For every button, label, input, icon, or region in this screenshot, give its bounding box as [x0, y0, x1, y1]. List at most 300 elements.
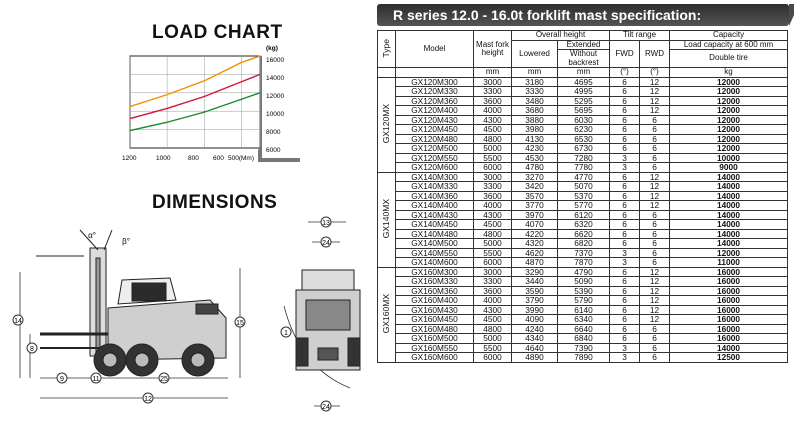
model-cell: GX120M500: [396, 144, 474, 154]
value-cell: 3990: [512, 305, 558, 315]
value-cell: 6: [640, 248, 670, 258]
value-cell: 3000: [474, 77, 512, 87]
callout-11: 11: [92, 376, 100, 383]
value-cell: 6: [610, 191, 640, 201]
table-row: [378, 134, 788, 144]
value-cell: 4770: [558, 172, 610, 182]
capacity-cell: 14000: [670, 239, 788, 249]
table-row: [378, 87, 788, 97]
value-cell: 6: [610, 220, 640, 230]
value-cell: 6230: [558, 125, 610, 135]
value-cell: 3180: [512, 77, 558, 87]
value-cell: 7370: [558, 248, 610, 258]
value-cell: 3: [610, 353, 640, 363]
model-cell: GX120M330: [396, 87, 474, 97]
model-cell: GX120M600: [396, 163, 474, 173]
model-cell: GX120M450: [396, 125, 474, 135]
value-cell: 6: [640, 125, 670, 135]
unit-cell: mm: [474, 68, 512, 78]
value-cell: 4800: [474, 324, 512, 334]
value-cell: 6: [610, 324, 640, 334]
table-row: [378, 286, 788, 296]
model-cell: GX140M550: [396, 248, 474, 258]
capacity-cell: 14000: [670, 220, 788, 230]
value-cell: 4090: [512, 315, 558, 325]
value-cell: 7390: [558, 343, 610, 353]
table-row: [378, 267, 788, 277]
capacity-cell: 12000: [670, 106, 788, 116]
rwd-header: RWD: [640, 40, 670, 68]
x-tick: 1200: [122, 155, 137, 162]
unit-cell: kg: [670, 68, 788, 78]
value-cell: 3790: [512, 296, 558, 306]
callout-8: 8: [30, 346, 34, 353]
table-row: [378, 315, 788, 325]
value-cell: 6340: [558, 315, 610, 325]
forklift-side-view: [36, 230, 226, 376]
value-cell: 7890: [558, 353, 610, 363]
x-tick-labels: [122, 155, 254, 162]
model-cell: GX140M600: [396, 258, 474, 268]
value-cell: 4530: [512, 153, 558, 163]
model-cell: GX140M300: [396, 172, 474, 182]
load-capacity-header: Load capacity at 600 mm: [670, 40, 788, 50]
capacity-cell: 11000: [670, 258, 788, 268]
table-row: [378, 153, 788, 163]
value-cell: 3570: [512, 191, 558, 201]
value-cell: 6: [610, 115, 640, 125]
double-tire-header: Double tire: [670, 50, 788, 68]
value-cell: 6: [640, 334, 670, 344]
value-cell: 6320: [558, 220, 610, 230]
value-cell: 6: [610, 210, 640, 220]
value-cell: 7870: [558, 258, 610, 268]
capacity-cell: 14000: [670, 201, 788, 211]
value-cell: 4220: [512, 229, 558, 239]
capacity-cell: 14000: [670, 210, 788, 220]
value-cell: 6: [610, 134, 640, 144]
spec-panel: [377, 4, 789, 363]
capacity-cell: 14000: [670, 191, 788, 201]
model-cell: GX140M400: [396, 201, 474, 211]
value-cell: 4500: [474, 315, 512, 325]
capacity-cell: 12000: [670, 248, 788, 258]
value-cell: 12: [640, 315, 670, 325]
value-cell: 6: [640, 343, 670, 353]
overall-height-header: Overall height: [512, 31, 610, 41]
model-cell: GX120M300: [396, 77, 474, 87]
capacity-cell: 12000: [670, 77, 788, 87]
value-cell: 6: [640, 229, 670, 239]
value-cell: 6: [610, 172, 640, 182]
table-row: [378, 191, 788, 201]
value-cell: 4800: [474, 229, 512, 239]
value-cell: 12: [640, 277, 670, 287]
tilt-range-header: Tilt range: [610, 31, 670, 41]
value-cell: 12: [640, 182, 670, 192]
capacity-cell: 12000: [670, 125, 788, 135]
model-cell: GX160M400: [396, 296, 474, 306]
y-tick: 16000: [266, 57, 285, 64]
value-cell: 6120: [558, 210, 610, 220]
value-cell: 4500: [474, 220, 512, 230]
value-cell: 4300: [474, 305, 512, 315]
value-cell: 6820: [558, 239, 610, 249]
value-cell: 6: [610, 239, 640, 249]
value-cell: 6840: [558, 334, 610, 344]
value-cell: 3480: [512, 96, 558, 106]
value-cell: 3300: [474, 277, 512, 287]
table-row: [378, 96, 788, 106]
value-cell: 5500: [474, 153, 512, 163]
value-cell: 12: [640, 305, 670, 315]
model-cell: GX120M360: [396, 96, 474, 106]
table-row: [378, 324, 788, 334]
value-cell: 12: [640, 296, 670, 306]
table-row: [378, 182, 788, 192]
beta-label: β°: [122, 237, 130, 246]
table-row: [378, 77, 788, 87]
type-group-cell: GX120MX: [378, 77, 396, 172]
model-cell: GX140M500: [396, 239, 474, 249]
table-row: [378, 296, 788, 306]
value-cell: 6000: [474, 163, 512, 173]
value-cell: 5000: [474, 144, 512, 154]
value-cell: 6: [640, 153, 670, 163]
value-cell: 12: [640, 106, 670, 116]
callout-24-top: 24: [322, 240, 330, 247]
value-cell: 6: [610, 334, 640, 344]
callout-13: 13: [322, 220, 330, 227]
value-cell: 5695: [558, 106, 610, 116]
value-cell: 6: [640, 115, 670, 125]
x-tick: 600: [213, 155, 224, 162]
callout-1: 1: [284, 330, 288, 337]
load-chart: [0, 40, 375, 215]
table-row: [378, 163, 788, 173]
unit-cell: (°): [610, 68, 640, 78]
value-cell: 6030: [558, 115, 610, 125]
value-cell: 6530: [558, 134, 610, 144]
value-cell: 3970: [512, 210, 558, 220]
value-cell: 3590: [512, 286, 558, 296]
table-row: [378, 239, 788, 249]
callout-9: 9: [60, 376, 64, 383]
table-row: [378, 258, 788, 268]
value-cell: 3000: [474, 267, 512, 277]
value-cell: 4640: [512, 343, 558, 353]
model-cell: GX160M450: [396, 315, 474, 325]
value-cell: 6: [610, 305, 640, 315]
value-cell: 3: [610, 258, 640, 268]
value-cell: 12: [640, 286, 670, 296]
capacity-cell: 16000: [670, 324, 788, 334]
value-cell: 4300: [474, 210, 512, 220]
value-cell: 3770: [512, 201, 558, 211]
unit-cell: mm: [512, 68, 558, 78]
value-cell: 3: [610, 343, 640, 353]
capacity-cell: 12000: [670, 134, 788, 144]
table-row: [378, 220, 788, 230]
value-cell: 3300: [474, 87, 512, 97]
value-cell: 6: [610, 277, 640, 287]
value-cell: 5500: [474, 343, 512, 353]
value-cell: 6: [610, 144, 640, 154]
value-cell: 4320: [512, 239, 558, 249]
type-header: Type: [378, 31, 396, 68]
value-cell: 5000: [474, 239, 512, 249]
mast-height-header: Mast fork height: [474, 31, 512, 68]
spec-table: [377, 30, 788, 363]
model-cell: GX140M360: [396, 191, 474, 201]
value-cell: 4995: [558, 87, 610, 97]
table-row: [378, 125, 788, 135]
value-cell: 6: [610, 315, 640, 325]
model-cell: GX160M480: [396, 324, 474, 334]
capacity-cell: 14000: [670, 343, 788, 353]
value-cell: 6: [610, 296, 640, 306]
value-cell: 6620: [558, 229, 610, 239]
x-tick: 800: [188, 155, 199, 162]
value-cell: 3270: [512, 172, 558, 182]
table-row: [378, 115, 788, 125]
value-cell: 3680: [512, 106, 558, 116]
value-cell: 6730: [558, 144, 610, 154]
fwd-header: FWD: [610, 40, 640, 68]
model-cell: GX160M500: [396, 334, 474, 344]
value-cell: 4000: [474, 296, 512, 306]
capacity-header: Capacity: [670, 31, 788, 41]
value-cell: 6: [610, 267, 640, 277]
callout-25: 25: [160, 376, 168, 383]
callout-15: 15: [236, 320, 244, 327]
value-cell: 5000: [474, 334, 512, 344]
model-cell: GX140M450: [396, 220, 474, 230]
table-row: [378, 144, 788, 154]
value-cell: 3290: [512, 267, 558, 277]
value-cell: 3330: [512, 87, 558, 97]
value-cell: 6: [640, 220, 670, 230]
lowered-header: Lowered: [512, 40, 558, 68]
value-cell: 3: [610, 153, 640, 163]
value-cell: 12: [640, 96, 670, 106]
capacity-cell: 14000: [670, 229, 788, 239]
model-cell: GX160M300: [396, 267, 474, 277]
capacity-cell: 16000: [670, 305, 788, 315]
value-cell: 6: [640, 324, 670, 334]
capacity-cell: 16000: [670, 296, 788, 306]
capacity-cell: 12000: [670, 96, 788, 106]
value-cell: 6: [610, 125, 640, 135]
y-tick: 8000: [266, 129, 281, 136]
value-cell: 6: [640, 353, 670, 363]
value-cell: 6: [610, 106, 640, 116]
value-cell: 3420: [512, 182, 558, 192]
model-cell: GX140M330: [396, 182, 474, 192]
value-cell: 4070: [512, 220, 558, 230]
capacity-cell: 16000: [670, 277, 788, 287]
capacity-cell: 12000: [670, 144, 788, 154]
table-row: [378, 248, 788, 258]
capacity-cell: 12000: [670, 115, 788, 125]
value-cell: 12: [640, 267, 670, 277]
value-cell: 4620: [512, 248, 558, 258]
value-cell: 6: [610, 201, 640, 211]
value-cell: 6: [610, 87, 640, 97]
table-row: [378, 353, 788, 363]
value-cell: 4500: [474, 125, 512, 135]
value-cell: 6: [610, 77, 640, 87]
value-cell: 12: [640, 201, 670, 211]
value-cell: 6640: [558, 324, 610, 334]
capacity-cell: 12000: [670, 87, 788, 97]
table-row: [378, 229, 788, 239]
table-row: [378, 201, 788, 211]
callout-12: 12: [144, 396, 152, 403]
dimensions-drawing: [0, 208, 375, 423]
extended-header: Extended: [558, 40, 610, 50]
y-tick-labels: [266, 57, 284, 154]
value-cell: 6140: [558, 305, 610, 315]
table-row: [378, 172, 788, 182]
value-cell: 3980: [512, 125, 558, 135]
dimensions-title: DIMENSIONS: [152, 192, 278, 213]
capacity-cell: 14000: [670, 182, 788, 192]
value-cell: 4695: [558, 77, 610, 87]
value-cell: 6: [640, 239, 670, 249]
value-cell: 12: [640, 77, 670, 87]
model-cell: GX160M430: [396, 305, 474, 315]
value-cell: 5790: [558, 296, 610, 306]
table-row: [378, 106, 788, 116]
value-cell: 4300: [474, 115, 512, 125]
value-cell: 4240: [512, 324, 558, 334]
value-cell: 5390: [558, 286, 610, 296]
table-row: [378, 343, 788, 353]
left-panel: [0, 0, 375, 424]
value-cell: 5295: [558, 96, 610, 106]
callout-24-bottom: 24: [322, 404, 330, 411]
model-cell: GX120M430: [396, 115, 474, 125]
table-row: [378, 277, 788, 287]
value-cell: 3: [610, 248, 640, 258]
value-cell: 5370: [558, 191, 610, 201]
value-cell: 12: [640, 172, 670, 182]
value-cell: 4790: [558, 267, 610, 277]
value-cell: 4780: [512, 163, 558, 173]
spec-title: R series 12.0 - 16.0t forklift mast specification:: [377, 4, 789, 26]
model-header: Model: [396, 31, 474, 68]
value-cell: 4870: [512, 258, 558, 268]
value-cell: 4340: [512, 334, 558, 344]
model-cell: GX120M550: [396, 153, 474, 163]
without-backrest-header: Without backrest: [558, 50, 610, 68]
value-cell: 6000: [474, 258, 512, 268]
chart-plot-area: [130, 56, 260, 148]
table-row: [378, 210, 788, 220]
type-group-cell: GX160MX: [378, 267, 396, 362]
value-cell: 4000: [474, 106, 512, 116]
alpha-label: α°: [88, 231, 96, 240]
value-cell: 6: [610, 182, 640, 192]
capacity-cell: 9000: [670, 163, 788, 173]
value-cell: 3: [610, 163, 640, 173]
load-chart-title: LOAD CHART: [152, 22, 283, 43]
value-cell: 6: [610, 286, 640, 296]
capacity-cell: 16000: [670, 334, 788, 344]
value-cell: 5770: [558, 201, 610, 211]
value-cell: 5500: [474, 248, 512, 258]
type-group-cell: GX140MX: [378, 172, 396, 267]
capacity-cell: 16000: [670, 267, 788, 277]
value-cell: 5090: [558, 277, 610, 287]
value-cell: 3300: [474, 182, 512, 192]
value-cell: 6000: [474, 353, 512, 363]
value-cell: 4890: [512, 353, 558, 363]
value-cell: 4230: [512, 144, 558, 154]
value-cell: 4130: [512, 134, 558, 144]
value-cell: 6: [640, 163, 670, 173]
x-tick: 500(Mm): [228, 155, 255, 162]
value-cell: 6: [610, 96, 640, 106]
value-cell: 3600: [474, 286, 512, 296]
table-row: [378, 334, 788, 344]
forklift-front-view: [296, 270, 360, 370]
value-cell: 12: [640, 87, 670, 97]
capacity-cell: 14000: [670, 172, 788, 182]
value-cell: 7280: [558, 153, 610, 163]
y-tick: 14000: [266, 75, 285, 82]
capacity-cell: 16000: [670, 315, 788, 325]
model-cell: GX160M600: [396, 353, 474, 363]
value-cell: 7780: [558, 163, 610, 173]
table-row: [378, 305, 788, 315]
value-cell: 6: [640, 144, 670, 154]
y-tick: 6000: [266, 147, 281, 154]
value-cell: 3600: [474, 191, 512, 201]
y-tick: 12000: [266, 93, 285, 100]
value-cell: 6: [640, 258, 670, 268]
value-cell: 3880: [512, 115, 558, 125]
value-cell: 3000: [474, 172, 512, 182]
y-tick: 10000: [266, 111, 285, 118]
value-cell: 12: [640, 191, 670, 201]
value-cell: 6: [610, 229, 640, 239]
capacity-cell: 12500: [670, 353, 788, 363]
model-cell: GX160M330: [396, 277, 474, 287]
value-cell: 6: [640, 210, 670, 220]
y-unit-label: (kg): [266, 45, 278, 52]
model-cell: GX160M360: [396, 286, 474, 296]
model-cell: GX120M480: [396, 134, 474, 144]
value-cell: 4000: [474, 201, 512, 211]
unit-cell: mm: [558, 68, 610, 78]
callout-14: 14: [14, 318, 22, 325]
x-tick: 1000: [156, 155, 171, 162]
value-cell: 3440: [512, 277, 558, 287]
capacity-cell: 10000: [670, 153, 788, 163]
model-cell: GX140M430: [396, 210, 474, 220]
value-cell: 6: [640, 134, 670, 144]
capacity-cell: 16000: [670, 286, 788, 296]
unit-cell: (°): [640, 68, 670, 78]
spec-table-body: [378, 77, 788, 362]
model-cell: GX160M550: [396, 343, 474, 353]
value-cell: 4800: [474, 134, 512, 144]
model-cell: GX120M400: [396, 106, 474, 116]
value-cell: 5070: [558, 182, 610, 192]
value-cell: 3600: [474, 96, 512, 106]
